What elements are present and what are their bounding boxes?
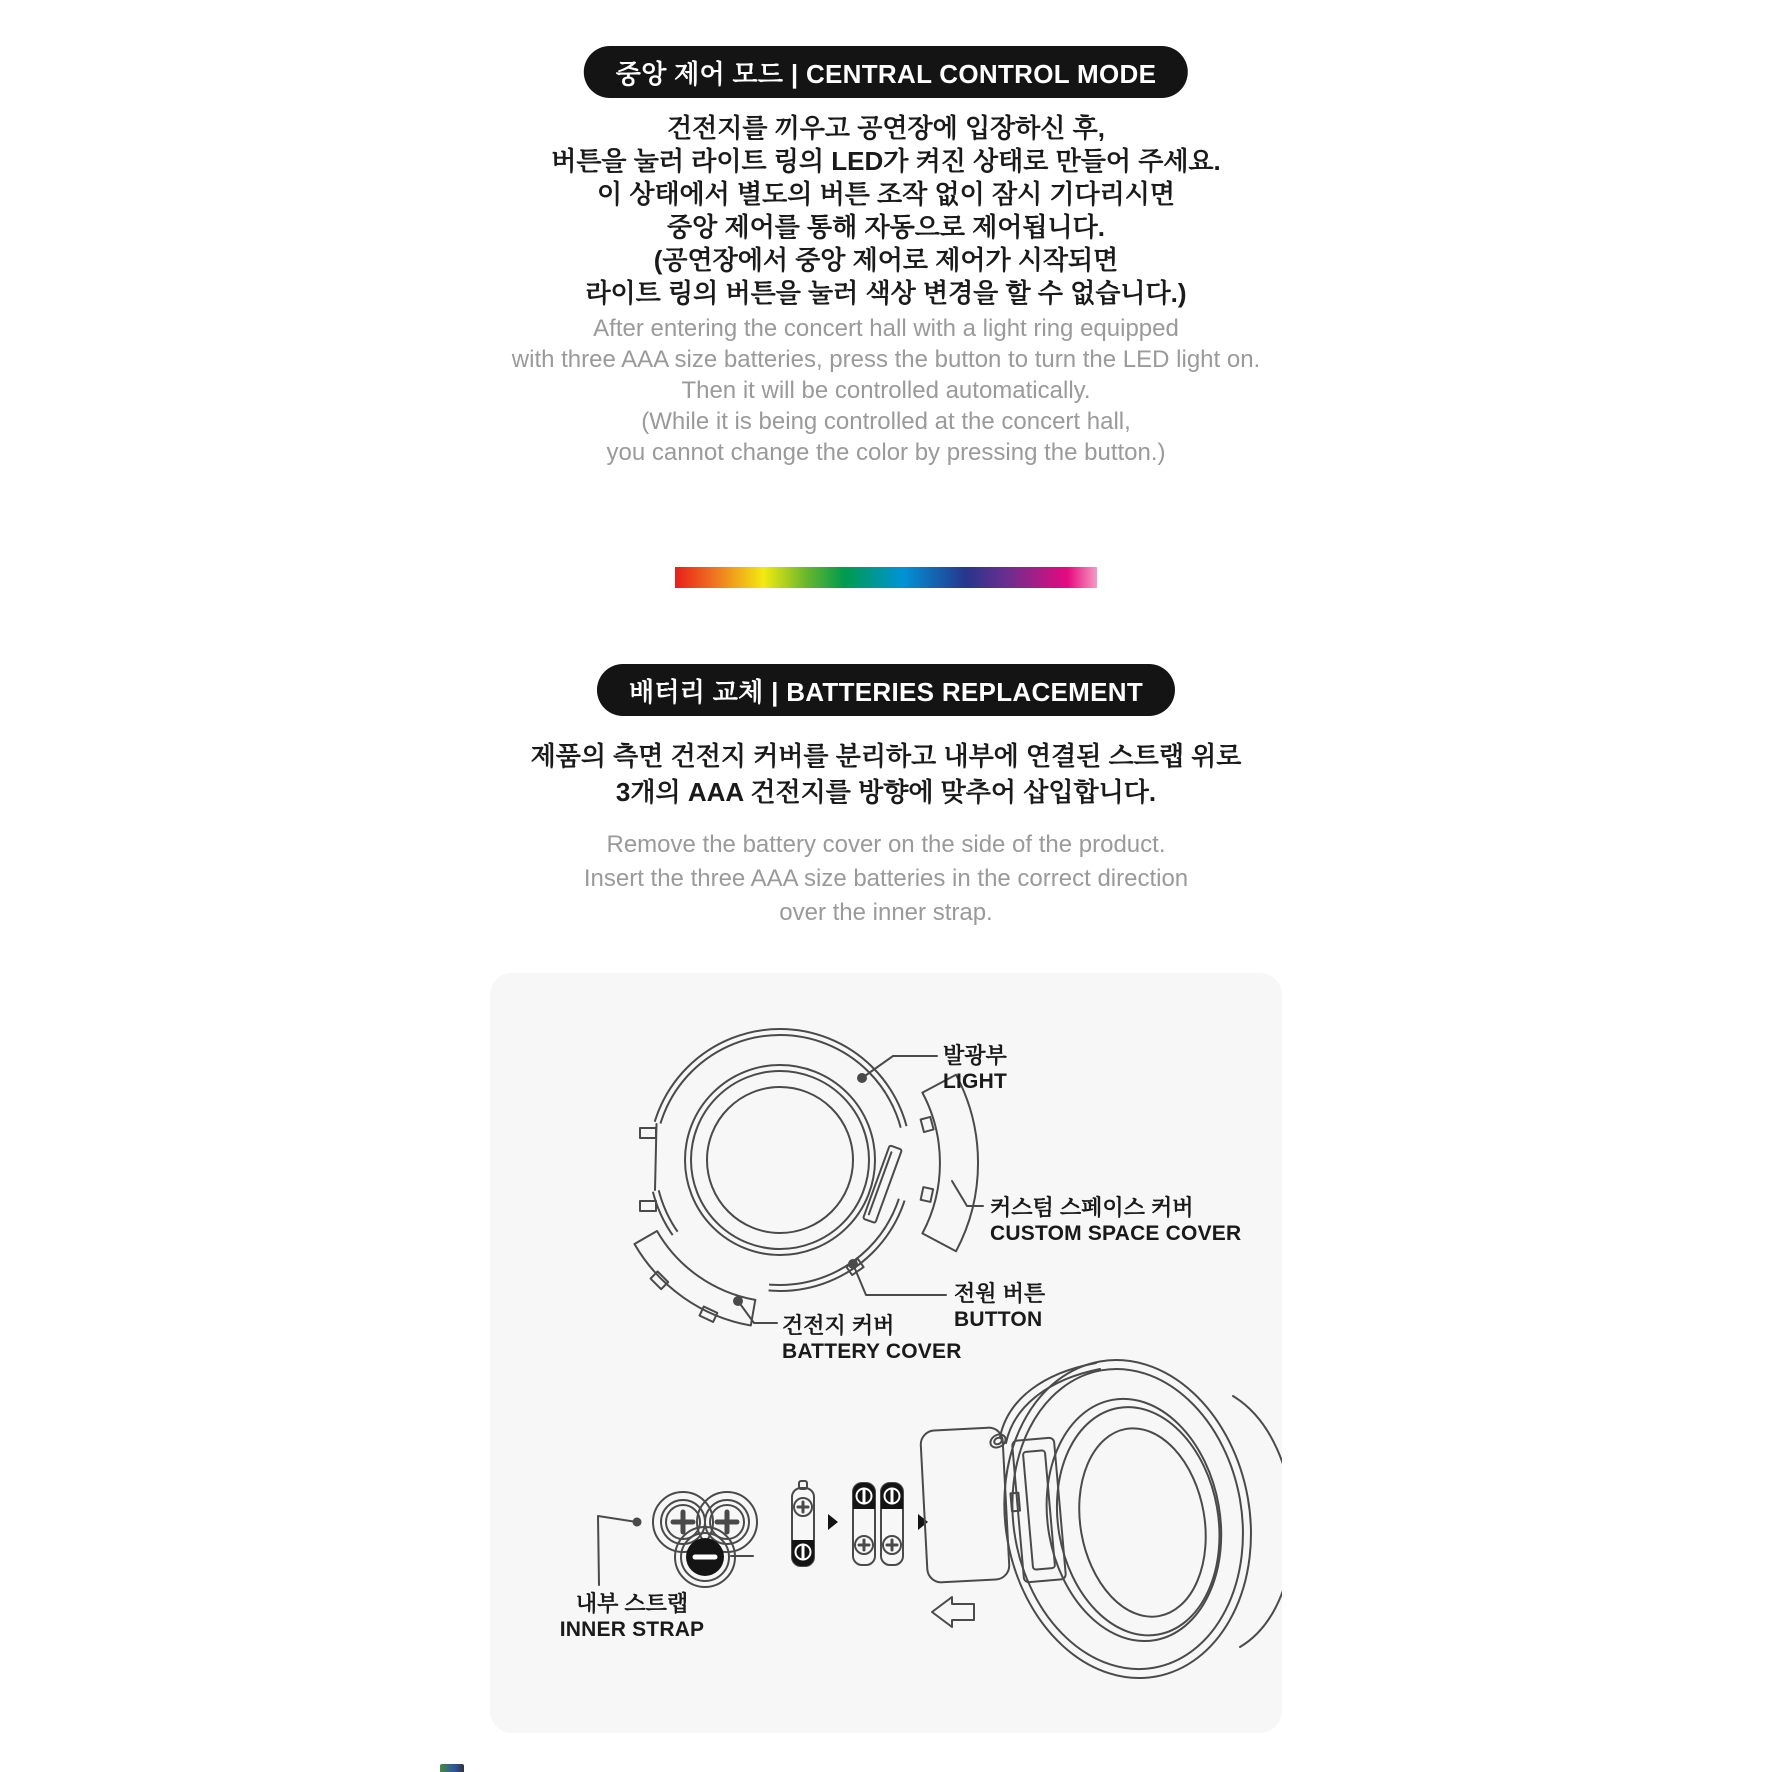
- custom-space-cover-piece: [921, 1075, 978, 1252]
- central-control-korean-text: 건전지를 끼우고 공연장에 입장하신 후, 버튼을 눌러 라이트 링의 LED가 켜진 상태로 만들어 주세요. 이 상태에서 별도의 버튼 조작 없이 잠시 기다리시면 중앙 제어를 통해 자동으로 제어됩니다. (공연장에서 중앙 제어로 제어가 시작되면 라이트 링의 버튼을 눌러 색상 변경을 할 수 없습니다.): [551, 113, 1221, 308]
- batteries-replacement-badge: 배터리 교체 | BATTERIES REPLACEMENT: [597, 664, 1175, 716]
- ring-back-rim: [1233, 1396, 1282, 1647]
- button-label: [954, 1281, 1045, 1333]
- custom-space-cover-label-en: CUSTOM SPACE COVER: [990, 1222, 1242, 1245]
- inner-strap-diagram: [653, 1492, 757, 1587]
- arrow-right-icon: [828, 1514, 838, 1530]
- inner-strap-label-ko: 내부 스트랩: [575, 1591, 689, 1616]
- battery-cover-3d: [920, 1427, 1010, 1583]
- light-label: [943, 1043, 1007, 1095]
- battery-cover-label: [782, 1313, 962, 1365]
- battery-cover-label-en: BATTERY COVER: [782, 1340, 962, 1363]
- central-control-english-text: After entering the concert hall with a light ring equipped with three AAA size batteries, press the button to turn the LED light on. Then it will be controlled automatically. (While it is being controlled at the concert hall, you cannot change the color by pressing the button.): [511, 315, 1261, 466]
- leader-line-custom-space-cover: [952, 1181, 983, 1206]
- batteries-english-text: Remove the battery cover on the side of the product. Insert the three AAA size batteries in the correct direction over the inner strap.: [583, 831, 1189, 926]
- central-control-mode-badge: 중앙 제어 모드 | CENTRAL CONTROL MODE: [584, 46, 1188, 98]
- custom-space-cover-label: [990, 1195, 1241, 1247]
- left-tab-bottom: [640, 1201, 656, 1211]
- button-label-en: BUTTON: [954, 1308, 1043, 1331]
- rainbow-gradient-bar: [675, 567, 1097, 588]
- aaa-battery-icon: [792, 1481, 814, 1566]
- cropped-bottom-artifact: [440, 1764, 464, 1772]
- button-label-ko: 전원 버튼: [954, 1281, 1046, 1306]
- arrow-right-icon: [918, 1514, 928, 1530]
- batteries-korean-text: 제품의 측면 건전지 커버를 분리하고 내부에 연결된 스트랩 위로 3개의 AAA 건전지를 방향에 맞추어 삽입합니다.: [530, 741, 1242, 807]
- inner-strap-label-en: INNER STRAP: [559, 1618, 705, 1641]
- insert-direction-arrow-icon: [932, 1597, 974, 1627]
- leader-line-light: [858, 1056, 937, 1082]
- inner-strap-label: [552, 1591, 712, 1643]
- front-view-ring-diagram: [640, 1029, 911, 1291]
- leader-line-button: [849, 1260, 946, 1295]
- custom-space-cover-label-ko: 커스텀 스페이스 커버: [990, 1195, 1194, 1220]
- light-label-ko: 발광부: [943, 1043, 1007, 1068]
- battery-minus-terminal: [681, 1533, 729, 1581]
- leader-line-inner-strap: [598, 1516, 641, 1585]
- battery-cover-label-ko: 건전지 커버: [782, 1313, 895, 1338]
- diagram-panel: [490, 973, 1282, 1733]
- perspective-ring-diagram: [920, 1340, 1282, 1698]
- light-label-en: LIGHT: [943, 1070, 1007, 1093]
- double-aaa-battery-icon: [853, 1483, 903, 1565]
